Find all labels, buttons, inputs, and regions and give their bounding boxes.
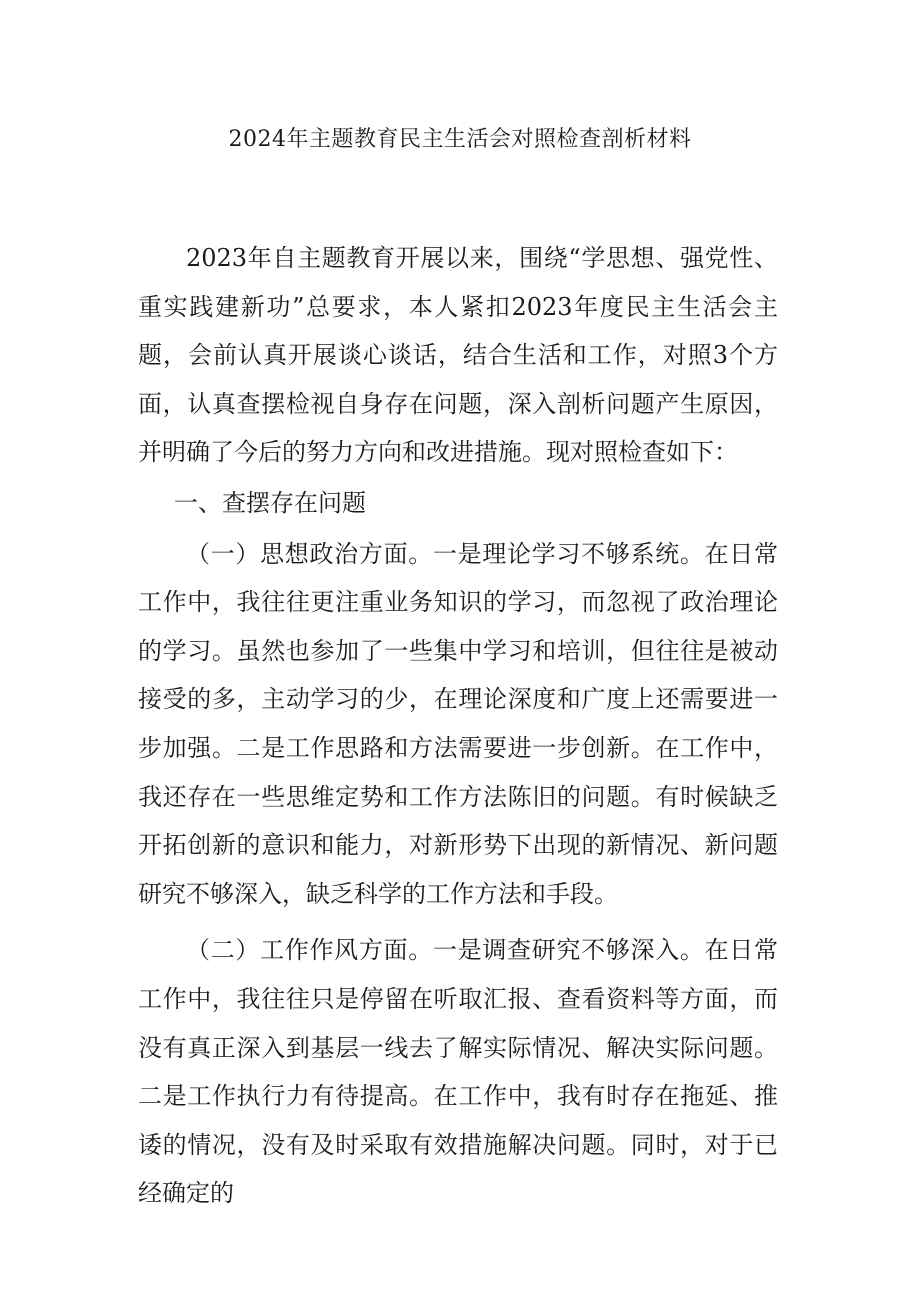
document-title: 2024年主题教育民主生活会对照检查剖析材料	[228, 127, 692, 152]
section-heading: 一、查摆存在问题	[174, 488, 366, 517]
document-body	[138, 234, 778, 1218]
intro-paragraph: 2023年自主题教育开展以来，围绕“学思想、强党性、重实践建新功”总要求，本人紧扣2023年度民主生活会主题，会前认真开展谈心谈话，结合生活和工作，对照3个方面，认真查摆检视自身存在问题，深入剖析问题产生原因，并明确了今后的努力方向和改进措施。现对照检查如下：	[138, 244, 778, 467]
paragraph-work-style: （二）工作作风方面。一是调查研究不够深入。在日常工作中，我往往只是停留在听取汇报、查看资料等方面，而没有真正深入到基层一线去了解实际情况、解决实际问题。二是工作执行力有待提高。在工作中，我有时存在拖延、推诿的情况，没有及时采取有效措施解决问题。同时，对于已经确定的	[138, 936, 778, 1208]
paragraph-ideology: （一）思想政治方面。一是理论学习不够系统。在日常工作中，我往往更注重业务知识的学习，而忽视了政治理论的学习。虽然也参加了一些集中学习和培训，但往往是被动接受的多，主动学习的少，在理论深度和广度上还需要进一步加强。二是工作思路和方法需要进一步创新。在工作中，我还存在一些思维定势和工作方法陈旧的问题。有时候缺乏开拓创新的意识和能力，对新形势下出现的新情况、新问题研究不够深入，缺乏科学的工作方法和手段。	[138, 539, 778, 908]
